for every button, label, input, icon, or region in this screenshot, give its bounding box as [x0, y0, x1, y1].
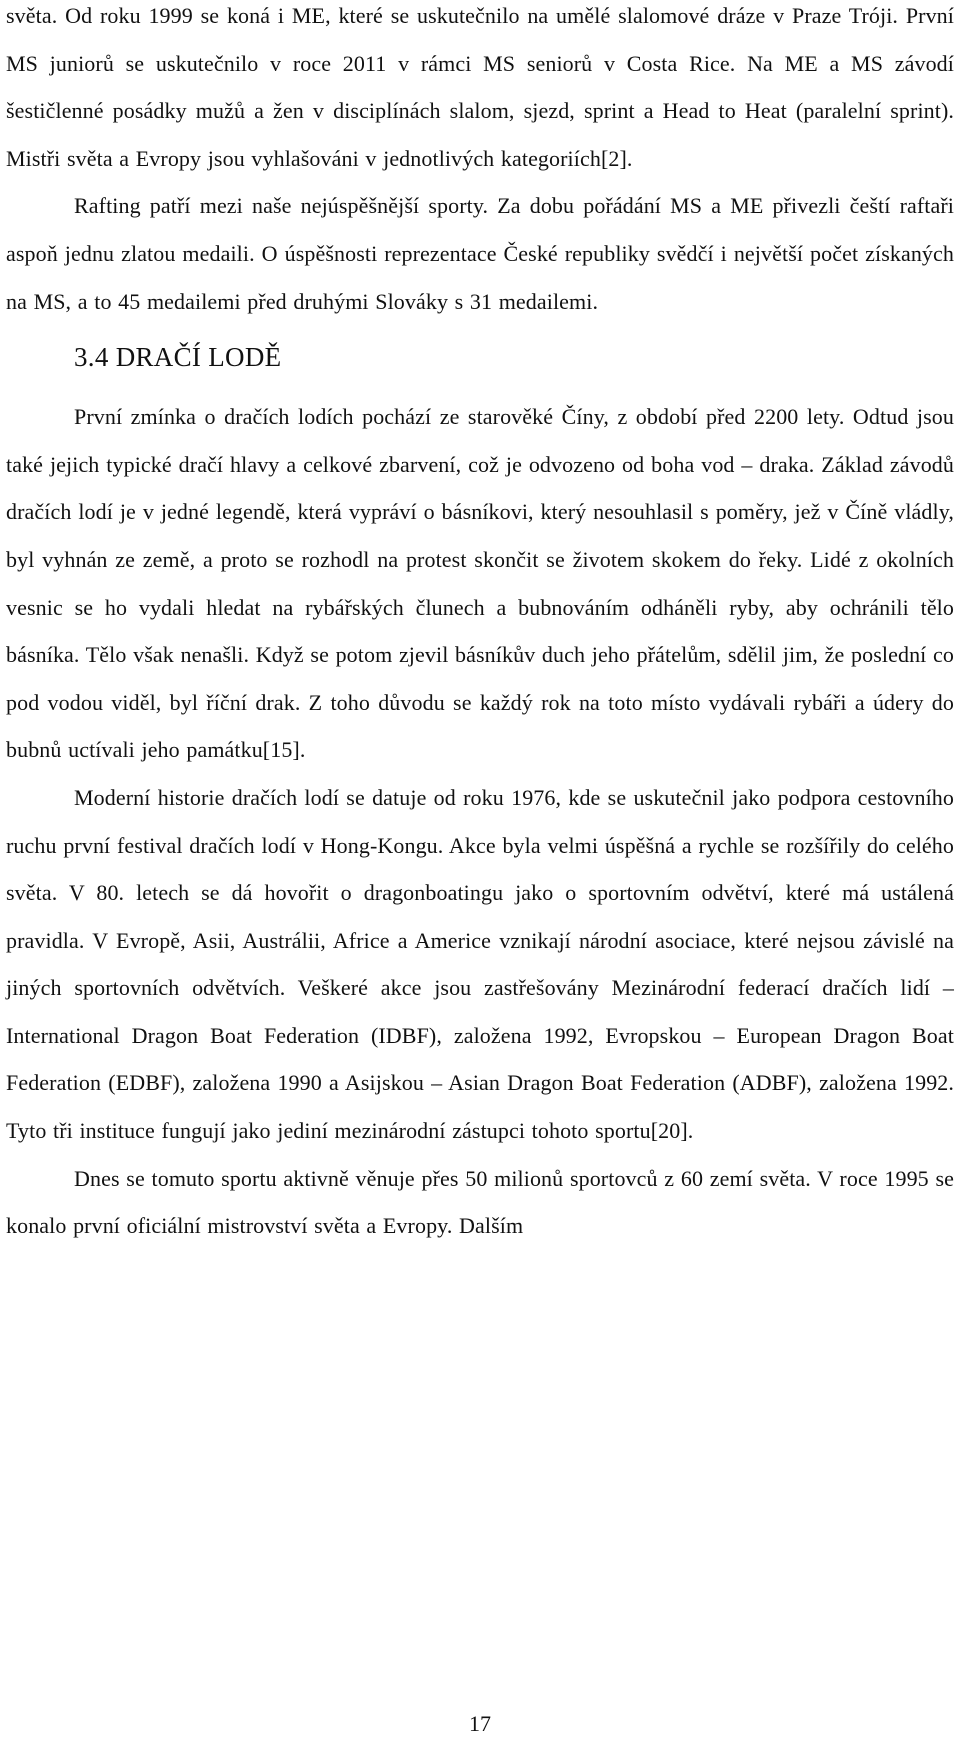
paragraph-dragon-boat-modern-history: Moderní historie dračích lodí se datuje od roku 1976, kde se uskutečnil jako podpora cestovního ruchu první festival dračích lodí v Hong-Kongu. Akce byla velmi úspěšná a rychle se rozšířily do celého světa. V 80. letech se dá hovořit o dragonboatingu jako o sportovním odvětví, které má ustálená pravidla. V Evropě, Asii, Austrálii, Africe a Americe vznikají národní asociace, které nejsou závislé na jiných sportovních odvětvích. Veškeré akce jsou zastřešovány Mezinárodní federací dračích lidí – International Dragon Boat Federation (IDBF), založena 1992, Evropskou – European Dragon Boat Federation (EDBF), založena 1990 a Asijskou – Asian Dragon Boat Federation (ADBF), založena 1992. Tyto tři instituce fungují jako jediní mezinárodní zástupci tohoto sportu[20].	[6, 784, 954, 1144]
paragraph-dragon-boat-today: Dnes se tomuto sportu aktivně věnuje přes 50 milionů sportovců z 60 zemí světa. V roce 1995 se konalo první oficiální mistrovství světa a Evropy. Dalším	[6, 1165, 954, 1239]
paragraph-rafting-success: Rafting patří mezi naše nejúspěšnější sporty. Za dobu pořádání MS a ME přivezli čeští raftaři aspoň jednu zlatou medaili. O úspěšnosti reprezentace České republiky svědčí i největší počet získaných na MS, a to 45 medailemi před druhými Slováky s 31 medailemi.	[6, 193, 954, 314]
paragraph-rafting-championships: světa. Od roku 1999 se koná i ME, které se uskutečnilo na umělé slalomové dráze v Praze Tróji. První MS juniorů se uskutečnilo v roce 2011 v rámci MS seniorů v Costa Rice. Na ME a MS závodí šestičlenné posádky mužů a žen v disciplínách slalom, sjezd, sprint a Head to Heat (paralelní sprint). Mistři světa a Evropy jsou vyhlašováni v jednotlivých kategoriích[2].	[6, 3, 954, 171]
paragraph-dragon-boat-origin: První zmínka o dračích lodích pochází ze starověké Číny, z období před 2200 lety. Odtud jsou také jejich typické dračí hlavy a celkové zbarvení, což je odvozeno od boha vod – draka. Základ závodů dračích lodí je v jedné legendě, která vypráví o básníkovi, který nesouhlasil s poměry, jež v Číně vládly, byl vyhnán ze země, a proto se rozhodl na protest skončit se životem skokem do řeky. Lidé z okolních vesnic se ho vydali hledat na rybářských člunech a bubnováním odháněli ryby, aby ochránili tělo básníka. Tělo však nenašli. Když se potom zjevil básníkův duch jeho přátelům, sdělil jim, že poslední co pod vodou viděl, byl říční drak. Z toho důvodu se každý rok na toto místo vydávali rybáři a údery do bubnů uctívali jeho památku[15].	[6, 404, 954, 763]
page-number: 17	[469, 1711, 491, 1736]
section-heading: 3.4 DRAČÍ LODĚ	[74, 342, 282, 373]
section-heading-block	[6, 325, 954, 393]
document-page	[6, 0, 954, 1250]
